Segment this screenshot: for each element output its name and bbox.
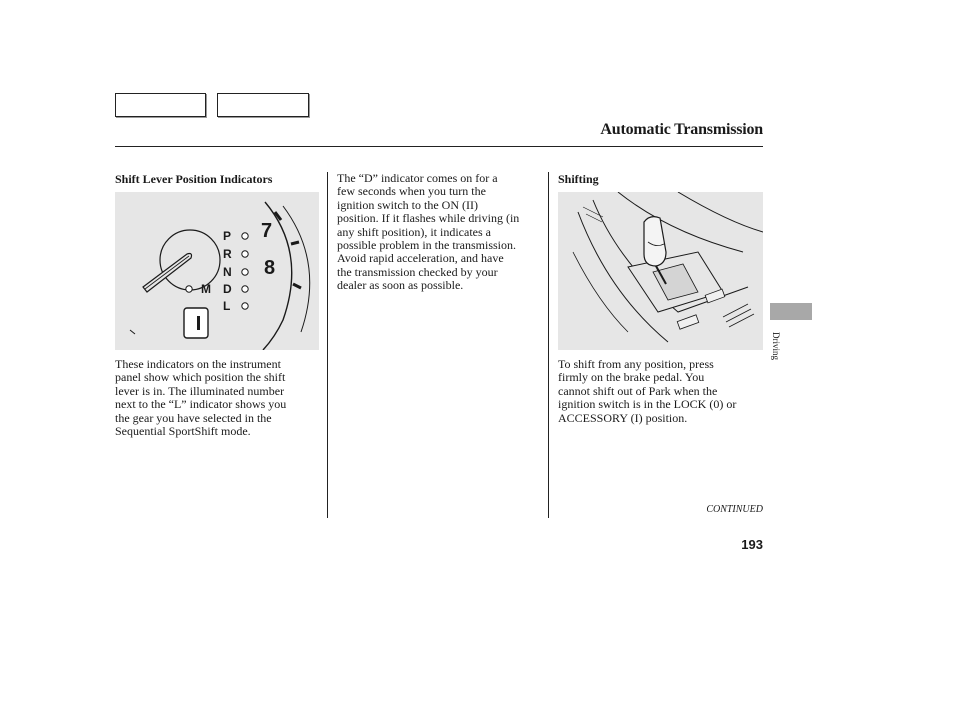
gauge-number-8: 8 [264,257,276,279]
indicator-letter-n: N [223,265,232,279]
indicator-letter-p: P [223,229,232,243]
console-button [677,315,699,329]
section-label: Driving [771,332,781,360]
gauge-tick [291,242,299,244]
panel-edge-line [130,330,135,334]
console-edge [573,252,628,332]
section-thumb-tab [770,303,812,320]
indicator-letter-r: R [223,247,232,261]
gauge-number-7: 7 [261,220,273,242]
console-detail [583,207,603,222]
indicator-lamp [242,251,248,257]
indicators-paragraph: These indicators on the instrument panel show which position the shift lever is in. The illuminated number next to the “L” indicator shows you the gear you have selected in the Sequential SportShift mode. [115,357,287,439]
console-drawing [558,192,763,350]
console-edge [678,192,763,232]
console-vent [723,304,754,327]
shifting-paragraph: To shift from any position, press firmly on the brake pedal. You cannot shift out of Park when the ignition switch is in the LOCK (0) or ACCESSORY (I) position. [558,357,737,425]
shift-lever-illustration [558,192,763,350]
indicator-letter-l: L [223,299,231,313]
gauge-tick [293,284,301,288]
column-divider [327,172,328,518]
column-divider [548,172,549,518]
mode-lamp [186,286,192,292]
d-indicator-paragraph: The “D” indicator comes on for a few seconds when you turn the ignition switch to the ON (II) position. If it flashes while driving (in any shift position), it indicates a possible problem in the transmission. Avoid rapid acceleration, and have the transmission checked by your dealer as soon as possible. [337,171,520,293]
mode-letter-m: M [201,282,211,296]
indicator-lamp [242,286,248,292]
instrument-panel-drawing [115,192,319,350]
section-heading-indicators: Shift Lever Position Indicators [115,172,273,186]
indicator-letter-d: D [223,282,232,296]
section-heading-shifting: Shifting [558,172,599,186]
header-rule [115,146,763,147]
gear-digit-1 [197,316,200,330]
nav-box-previous[interactable] [115,93,206,117]
shift-knob-icon [644,217,666,266]
shift-indicator-illustration [115,192,319,350]
continued-label: CONTINUED [706,504,763,515]
dial-circle [160,230,220,290]
indicator-lamp [242,233,248,239]
page-number: 193 [741,537,763,552]
console-edge [618,192,743,252]
gauge-inner-arc [283,206,310,332]
nav-box-next[interactable] [217,93,309,117]
indicator-lamp [242,269,248,275]
indicator-lamp [242,303,248,309]
page-title: Automatic Transmission [600,121,763,138]
gear-display [184,308,208,338]
